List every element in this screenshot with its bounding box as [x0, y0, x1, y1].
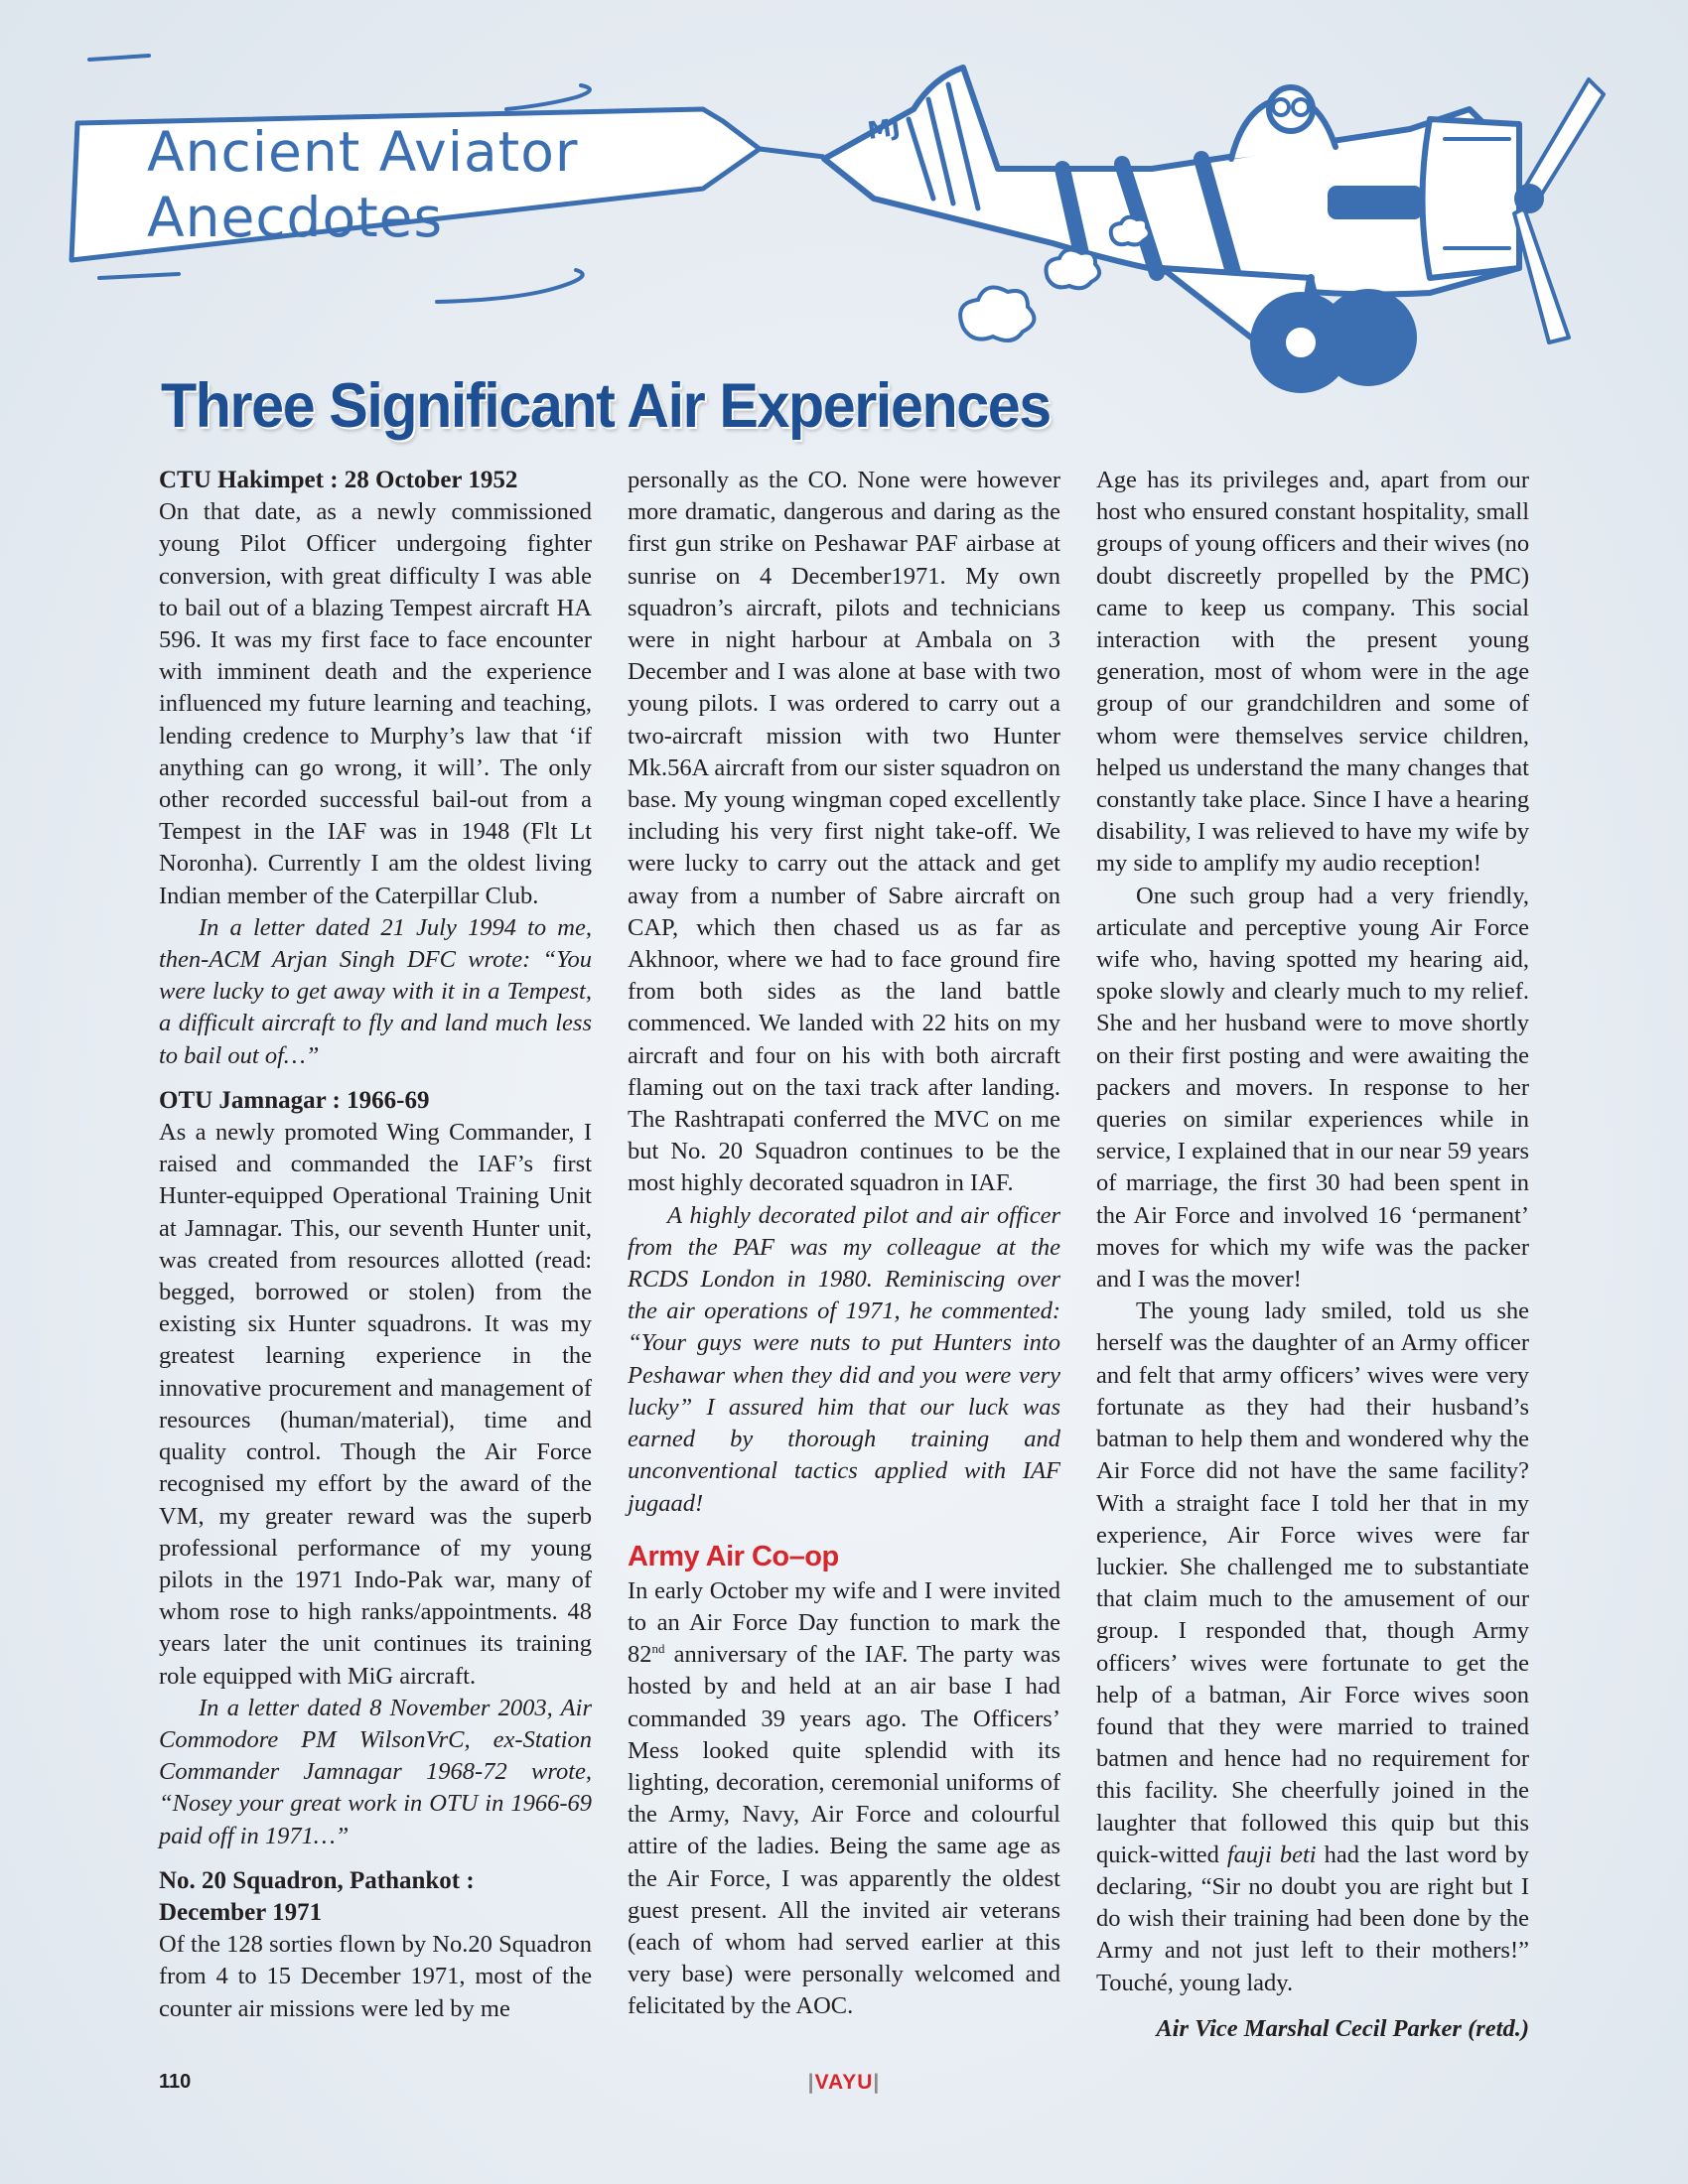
section-heading-no20-squadron: [159, 1865, 592, 1929]
section-heading-ctu-hakimpet: CTU Hakimpet : 28 October 1952: [159, 467, 518, 493]
paragraph-batman-a: The young lady smiled, told us she herself was the daughter of an Army officer and felt that army officers’ wives were very fortunate as they had their husband’s batman to help them and wondered why the Air Force did not have the same facility? With a straight face I told her that in my experience, Air Force wives were far luckier. She challenged me to substantiate that claim much to the amusement of our group. I responded that, though Army officers’ wives were fortunate to get the help of a batman, Air Force wives soon found that they were married to trained batmen and hence had no requirement for this facility. She cheerfully joined in the laughter that followed this quip but this quick-witted: [1096, 1297, 1529, 1868]
paragraph-air-force-day-b: anniversary of the IAF. The party was hosted by and held at an air base I had commanded 39 years ago. The Officers’ Mess looked quite splendid with its lighting, decoration, ceremonial uniforms of the Army, Navy, Air Force and colourful attire of the ladies. Being the same age as the Air Force, I was apparently the oldest guest present. All the invited air veterans (each of whom had served earlier at this very base) were personally welcomed and felicitated by the AOC.: [628, 1641, 1060, 2020]
tail-mark: MJ: [865, 112, 903, 145]
paragraph-otu-jamnagar: As a newly promoted Wing Commander, I raised and commanded the IAF’s first Hunter-equipped Operational Training Unit at Jamnagar. This, our seventh Hunter unit, was created from resources allotted (read: begged, borrowed or stolen) from the existing six Hunter squadrons. It was my greatest learning experience in the innovative procurement and management of resources (human/material), time and quality control. Though the Air Force recognised my effort by the award of the VM, my greater reward was the superb professional performance of my young pilots in the 1971 Indo-Pak war, many of whom rose to high ranks/appointments. 48 years later the unit continues its training role equipped with MiG aircraft.: [159, 1119, 592, 1690]
paragraph-no20-squadron-continued: personally as the CO. None were however more dramatic, dangerous and daring as the first gun strike on Peshawar PAF airbase at sunrise on 4 December1971. My own squadron’s aircraft, pilots and technicians were in night harbour at Ambala on 3 December and I was alone at base with two young pilots. I was ordered to carry out a two-aircraft mission with two Hunter Mk.56A aircraft from our sister squadron on base. My young wingman coped excellently including his very first night take-off. We were lucky to carry out the attack and get away from a number of Sabre aircraft on CAP, which then chased us as far as Akhnoor, where we had to face ground fire from both sides as the land battle commenced. We landed with 22 hits on my aircraft and four on his with both aircraft flaming out on the taxi track after landing. The Rashtrapati conferred the MVC on me but No. 20 Squadron continues to be the most highly decorated squadron in IAF.: [628, 467, 1061, 1197]
banner-illustration: [60, 40, 1609, 407]
magazine-label: VAYU: [814, 2071, 874, 2094]
section-heading-no20-line1: No. 20 Squadron, Pathankot :: [159, 1866, 475, 1894]
banner-line-2: Anecdotes: [147, 186, 444, 249]
magazine-name: [0, 2071, 1688, 2095]
column-1: [159, 465, 592, 2025]
quote-paf-officer: A highly decorated pilot and air officer from the PAF was my colleague at the RCDS London in 1980. Reminiscing over the air operations of 1971, he commented: “Your guys were nuts to put Hunters into Peshawar when they did and you were very lucky” I assured him that our luck was earned by thorough training and unconventional tactics applied with IAF jugaad!: [628, 1201, 1060, 1517]
section-heading-otu-jamnagar: OTU Jamnagar : 1966-69: [159, 1086, 430, 1114]
paragraph-ctu-hakimpet: On that date, as a newly commissioned young Pilot Officer undergoing fighter conversion, with great difficulty I was able to bail out of a blazing Tempest aircraft HA 596. It was my first face to face encounter with imminent death and the experience influenced my future learning and teaching, lending credence to Murphy’s law that ‘if anything can go wrong, it will’. The only other recorded successful bail-out from a Tempest in the IAF was in 1948 (Flt Lt Noronha). Currently I am the oldest living Indian member of the Caterpillar Club.: [159, 498, 592, 909]
paragraph-no20-squadron: Of the 128 sorties flown by No.20 Squadron from 4 to 15 December 1971, most of the counter air missions were led by me: [159, 1931, 593, 2022]
paragraph-batman: [1096, 1296, 1529, 1998]
author-signature: Air Vice Marshal Cecil Parker (retd.): [1156, 2014, 1529, 2042]
banner-line-1: Ancient Aviator: [147, 120, 579, 184]
plane-icon: [824, 68, 1604, 390]
page-number: 110: [159, 2071, 192, 2093]
separator-right: |: [873, 2071, 881, 2094]
quote-pm-wilson: In a letter dated 8 November 2003, Air Commodore PM WilsonVrC, ex-Station Commander Jamnagar 1968-72 wrote, “Nosey your great work in OTU in 1966-69 paid off in 1971…”: [159, 1694, 592, 1849]
quote-arjan-singh: In a letter dated 21 July 1994 to me, then-ACM Arjan Singh DFC wrote: “You were lucky to get away with it in a Tempest, a difficult aircraft to fly and land much less to bail out of…”: [159, 913, 592, 1069]
separator-left: |: [807, 2071, 815, 2094]
column-2: [628, 465, 1060, 2023]
section-heading-army-air-coop: Army Air Co–op: [628, 1540, 839, 1572]
paragraph-air-force-day: [628, 1575, 1060, 2023]
column-3: [1096, 465, 1529, 2045]
paragraph-air-force-day-a: In early October my wife and I were invited to an Air Force Day function to mark the 82: [628, 1576, 1060, 1669]
paragraph-age-privileges-continued: Age has its privileges and, apart from our host who ensured constant hospitality, small groups of young officers and their wives (no doubt discreetly propelled by the PMC) came to keep us company. This social interaction with the present young generation, most of whom were in the age group of our grandchildren and some of whom were themselves service children, helped us understand the many changes that constantly take place. Since I have a hearing disability, I was relieved to have my wife by my side to amplify my audio reception!: [1096, 467, 1530, 878]
article-title: Three Significant Air Experiences: [161, 371, 1051, 441]
paragraph-batman-b: had the last word by declaring, “Sir no doubt you are right but I do wish their training had been done by the Army and not just left to their mothers!” Touché, young lady.: [1096, 1841, 1529, 1996]
section-heading-no20-line2: December 1971: [159, 1898, 323, 1926]
paragraph-young-wife: One such group had a very friendly, articulate and perceptive young Air Force wife who, having spotted my hearing aid, spoke slowly and clearly much to my relief. She and her husband were to move shortly on their first posting and were awaiting the packers and movers. In response to her queries on similar experiences while in service, I explained that in our near 59 years of marriage, the first 30 had been spent in the Air Force and involved 16 ‘permanent’ moves for which my wife was the packer and I was the mover!: [1096, 882, 1529, 1294]
paragraph-batman-em: fauji beti: [1226, 1841, 1317, 1868]
ordinal-suffix: nd: [651, 1640, 665, 1656]
